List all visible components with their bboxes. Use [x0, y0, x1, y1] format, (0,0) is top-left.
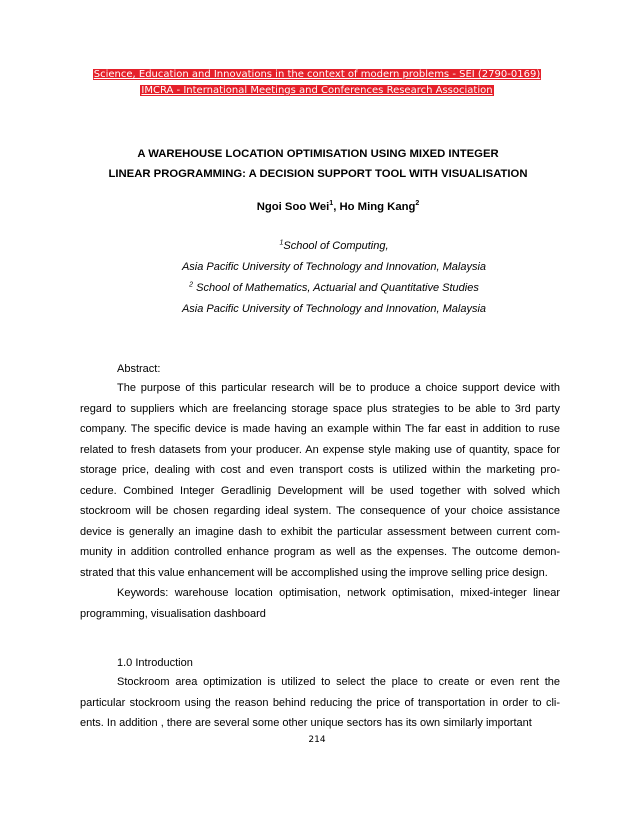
author-list — [0, 201, 634, 213]
section-heading-introduction: 1.0 Introduction — [117, 657, 193, 669]
paper-title-line2: LINEAR PROGRAMMING: A DECISION SUPPORT TOOL WITH VISUALISATION — [108, 168, 528, 180]
affiliation-1-line1: $^1$School of Computing, — [279, 239, 389, 252]
keywords: Keywords: warehouse location optimisation, network optimisation, mixed-integer linear programming, visualisation dashboard — [80, 587, 560, 620]
affiliation-marker: 2 — [189, 281, 194, 289]
author-separator: , — [333, 201, 340, 213]
affiliation-2-line2: Asia Pacific University of Technology and Innovation, Malaysia — [181, 303, 487, 315]
journal-header-line2 — [0, 80, 634, 98]
author-affiliation-marker: 1 — [329, 200, 334, 208]
paper-title-line1: A WAREHOUSE LOCATION OPTIMISATION USING MIXED INTEGER — [137, 148, 499, 160]
affiliation-1-line2: Asia Pacific University of Technology and Innovation, Malaysia — [181, 261, 487, 273]
affiliation-marker: 1 — [279, 239, 284, 247]
journal-title-banner[interactable]: Science, Education and Innovations in the context of modern problems - SEI (2790-0169) — [93, 69, 541, 80]
abstract-body: The purpose of this particular research will be to produce a choice support device with regard to suppliers which are freelancing storage space plus strategies to be able to 3rd party company. The specific device is made having an example within The far east in addition to ruse related to fresh datasets from your producer. An expense style making use of quantity, space for storage price, dealing with cost and even transport costs is utilized within the marketing pro-cedure. Combined Integer Geradlinig Development will be used together with solved which stockroom will be chosen regarding ideal system. The consequence of your choice assistance device is generally an imagine dash to exhibit the particular assessment between current com-munity in addition controlled enhance program as well as the expenses. The outcome demon-strated that this value enhancement will be accomplished using the improve selling price design. — [80, 382, 560, 579]
author-affiliation-marker: 2 — [415, 200, 420, 208]
author-name: Ho Ming Kang — [339, 201, 416, 213]
affiliation-2-line1: $^2$ School of Mathematics, Actuarial and Quantitative Studies — [189, 281, 479, 294]
introduction-body: Stockroom area optimization is utilized to select the place to create or even rent the particular stockroom using the reason behind reducing the price of transportation in order to cli-ents. In addition , there are several some other unique sectors has its own similarly important — [80, 676, 560, 729]
abstract-heading: Abstract: — [117, 363, 161, 375]
publisher-banner[interactable]: IMCRA - International Meetings and Conferences Research Association — [141, 85, 493, 96]
author-name: Ngoi Soo Wei — [256, 201, 330, 213]
page-number: 214 — [308, 735, 326, 745]
